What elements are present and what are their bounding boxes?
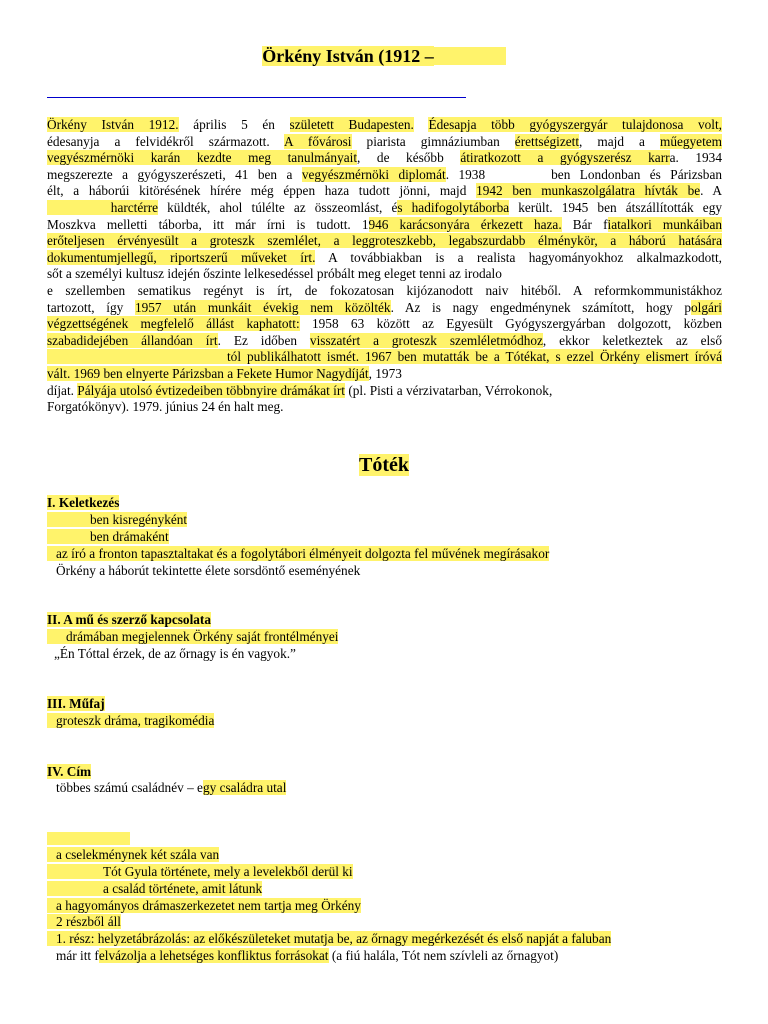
list-item: groteszk dráma, tragikomédia bbox=[47, 712, 214, 729]
bio-line: harctérre küldték, ahol túlélte az összeomlást, és hadifogolytáborba került. 1945 ben átszállították egy bbox=[47, 199, 722, 215]
bio-line: sőt a személyi kultusz idején őszinte lelkesedéssel próbált meg eleget tenni az irodalo bbox=[47, 266, 502, 282]
bio-line: dokumentumjellegű, riportszerű műveket írt. A továbbiakban is a realista hagyományokhoz alkalmazkodott, bbox=[47, 249, 722, 265]
bio-line: tartozott, így 1957 után munkáit évekig nem közölték. Az is nagy engedménynek számított, hogy polgári bbox=[47, 299, 722, 315]
bio-line: szabadidejében állandóan írt. Ez időben visszatért a groteszk szemléletmódhoz, ekkor keletkeztek az első bbox=[47, 332, 722, 348]
bio-line: élt, a háborúi kitörésének hírére még éppen haza tudott jönni, majd 1942 ben munkaszolgálatra hívták be. A bbox=[47, 183, 722, 199]
list-item: drámában megjelennek Örkény saját frontélményei bbox=[47, 628, 338, 645]
bio-line: erőteljesen érvényesült a groteszk szemlélet, a leggroteszkebb, legabszurdabb élménykör, a háború hatására bbox=[47, 233, 722, 249]
heading-kapcsolat: II. A mű és szerző kapcsolata bbox=[47, 612, 211, 627]
bio-line: Moszkva melletti táborba, itt már írni is tudott. 1946 karácsonyára érkezett haza. Bár fiatalkori munkáiban bbox=[47, 216, 722, 232]
list-item: „Én Tóttal érzek, de az őrnagy is én vagyok.” bbox=[54, 646, 296, 661]
list-item: 1. rész: helyzetábrázolás: az előkészületeket mutatja be, az őrnagy megérkezését és első napját a faluban bbox=[47, 930, 611, 947]
list-item: Tót Gyula története, mely a levelekből derül ki bbox=[47, 863, 353, 880]
bio-line: Örkény István 1912. április 5 én született Budapesten. Édesapja több gyógyszergyár tulajdonosa volt, bbox=[47, 117, 722, 132]
list-item: többes számú családnév – egy családra utal bbox=[56, 780, 287, 795]
section-title: Tóték bbox=[359, 454, 409, 476]
list-item: 2 részből áll bbox=[47, 913, 121, 930]
title-text: Örkény István (1912 – bbox=[262, 46, 434, 66]
heading-mufaj: III. Műfaj bbox=[47, 696, 105, 711]
bio-line: édesanyja a felvidékről származott. A fővárosi piarista gimnáziumban érettségizett, majd a műegyetem bbox=[47, 133, 723, 149]
list-item: ben drámaként bbox=[47, 528, 169, 545]
title-blank-highlight bbox=[434, 47, 506, 65]
biography-paragraph bbox=[47, 117, 722, 416]
list-item: a cselekménynek két szála van bbox=[47, 846, 219, 863]
bio-line: megszerezte a gyógyszerészeti, 41 ben a vegyészmérnöki diplomát. 1938 ben Londonban és Párizsban bbox=[47, 166, 722, 182]
blank-heading-highlight bbox=[47, 832, 130, 845]
list-item: a család története, amit látunk bbox=[47, 880, 262, 897]
list-item: az író a fronton tapasztaltakat és a fogolytábori élményeit dolgozta fel művének megírásakor bbox=[47, 545, 549, 562]
bio-line: vált. 1969 ben elnyerte Párizsban a Fekete Humor Nagydíját, 1973 bbox=[47, 365, 402, 381]
list-item: Örkény a háborút tekintette élete sorsdöntő eseményének bbox=[56, 563, 361, 578]
bio-line: e szellemben sematikus regényt is írt, de fokozatosan kijózanodott naiv hitéből. A reformkommunistákhoz bbox=[47, 282, 722, 298]
list-item: a hagyományos drámaszerkezetet nem tartja meg Örkény bbox=[47, 897, 361, 914]
horizontal-rule bbox=[47, 97, 466, 98]
bio-line: tól publikálhatott ismét. 1967 ben mutatták be a Tótékat, s ezzel Örkény elismert íróvá bbox=[47, 349, 722, 365]
list-item: már itt felvázolja a lehetséges konfliktus forrásokat (a fiú halála, Tót nem szívleli az őrnagyot) bbox=[56, 948, 559, 963]
page-title bbox=[0, 46, 768, 67]
bio-line: Forgatókönyv). 1979. június 24 én halt meg. bbox=[47, 399, 284, 415]
bio-line: díjat. Pályája utolsó évtizedeiben többnyire drámákat írt (pl. Pisti a vérzivatarban, Vérrokonok, bbox=[47, 382, 553, 398]
list-item: ben kisregényként bbox=[47, 511, 187, 528]
bio-line: végzettségének megfelelő állást kaphatott: 1958 63 között az Egyesült Gyógyszergyárban dolgozott, közben bbox=[47, 316, 722, 332]
heading-cim: IV. Cím bbox=[47, 764, 92, 779]
bio-line: vegyészmérnöki karán kezdte meg tanulmányait, de később átiratkozott a gyógyszerész karra. 1934 bbox=[47, 150, 722, 166]
heading-keletkezes: I. Keletkezés bbox=[47, 495, 120, 510]
